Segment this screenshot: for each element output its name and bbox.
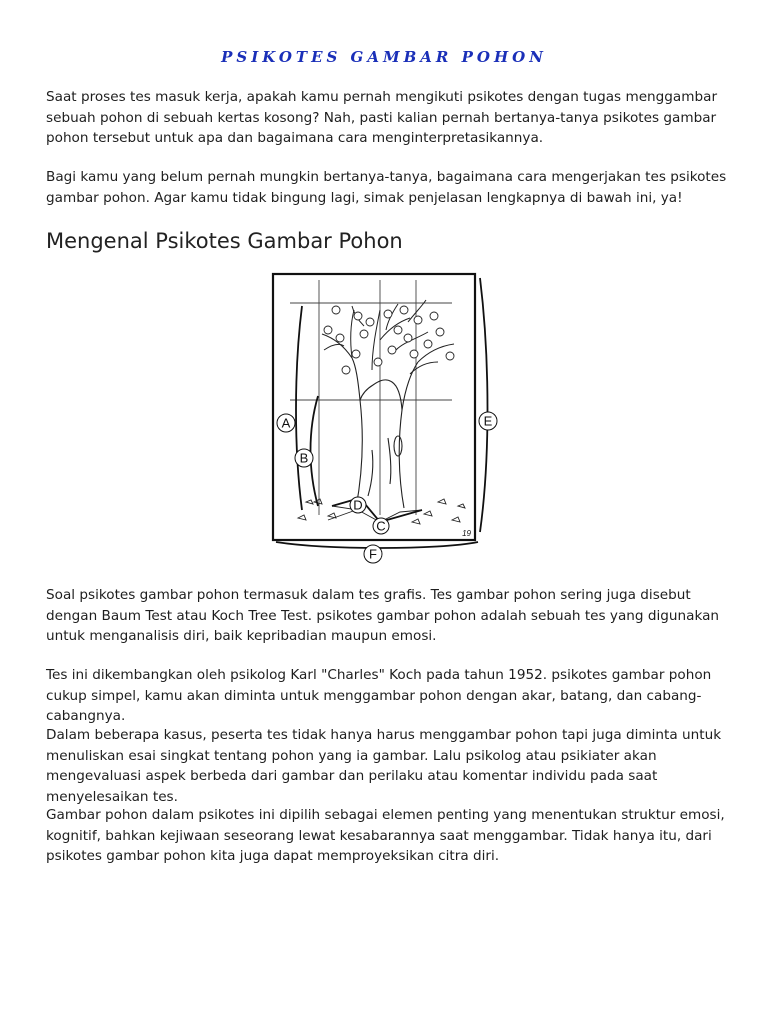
label-b: B xyxy=(299,450,309,466)
label-f: F xyxy=(369,546,377,562)
body-paragraph-3: Dalam beberapa kasus, peserta tes tidak hanya harus menggambar pohon tapi juga diminta untuk menuliskan esai singkat tentang pohon yang ia gambar. Lalu psikolog atau psikiater akan mengevaluasi aspek berbeda dari gambar dan perilaku atau komentar individu pada saat menyelesaikan tes. xyxy=(46,727,722,805)
section-heading: Mengenal Psikotes Gambar Pohon xyxy=(46,229,403,253)
label-e: E xyxy=(483,413,493,429)
document-title: PSIKOTES GAMBAR POHON xyxy=(221,48,547,66)
label-d: D xyxy=(353,497,363,513)
figure-corner-number: 19 xyxy=(462,529,471,538)
body-paragraph-1: Soal psikotes gambar pohon termasuk dalam tes grafis. Tes gambar pohon sering juga disebut dengan Baum Test atau Koch Tree Test. psikotes gambar pohon adalah sebuah tes yang digunakan untuk menganalisis diri, baik kepribadian maupun emosi. xyxy=(46,587,720,644)
intro-paragraph-1: Saat proses tes masuk kerja, apakah kamu pernah mengikuti psikotes dengan tugas menggambar sebuah pohon di sebuah kertas kosong? Nah, pasti kalian pernah bertanya-tanya psikotes gambar pohon tersebut untuk apa dan bagaimana cara menginterpretasikannya. xyxy=(46,89,718,146)
tree-drawing-illustration xyxy=(268,270,504,568)
label-a: A xyxy=(281,415,291,431)
body-paragraph-2: Tes ini dikembangkan oleh psikolog Karl "Charles" Koch pada tahun 1952. psikotes gambar pohon cukup simpel, kamu akan diminta untuk menggambar pohon dengan akar, batang, dan cabang-cabangnya. xyxy=(46,667,712,724)
label-c: C xyxy=(376,518,386,534)
tree-test-figure xyxy=(268,270,504,568)
intro-paragraph-2: Bagi kamu yang belum pernah mungkin bertanya-tanya, bagaimana cara mengerjakan tes psikotes gambar pohon. Agar kamu tidak bingung lagi, simak penjelasan lengkapnya di bawah ini, ya! xyxy=(46,169,727,206)
body-paragraph-4: Gambar pohon dalam psikotes ini dipilih sebagai elemen penting yang menentukan struktur emosi, kognitif, bahkan kejiwaan seseorang lewat kesabarannya saat menggambar. Tidak hanya itu, dari psikotes gambar pohon kita juga dapat memproyeksikan citra diri. xyxy=(46,807,725,864)
